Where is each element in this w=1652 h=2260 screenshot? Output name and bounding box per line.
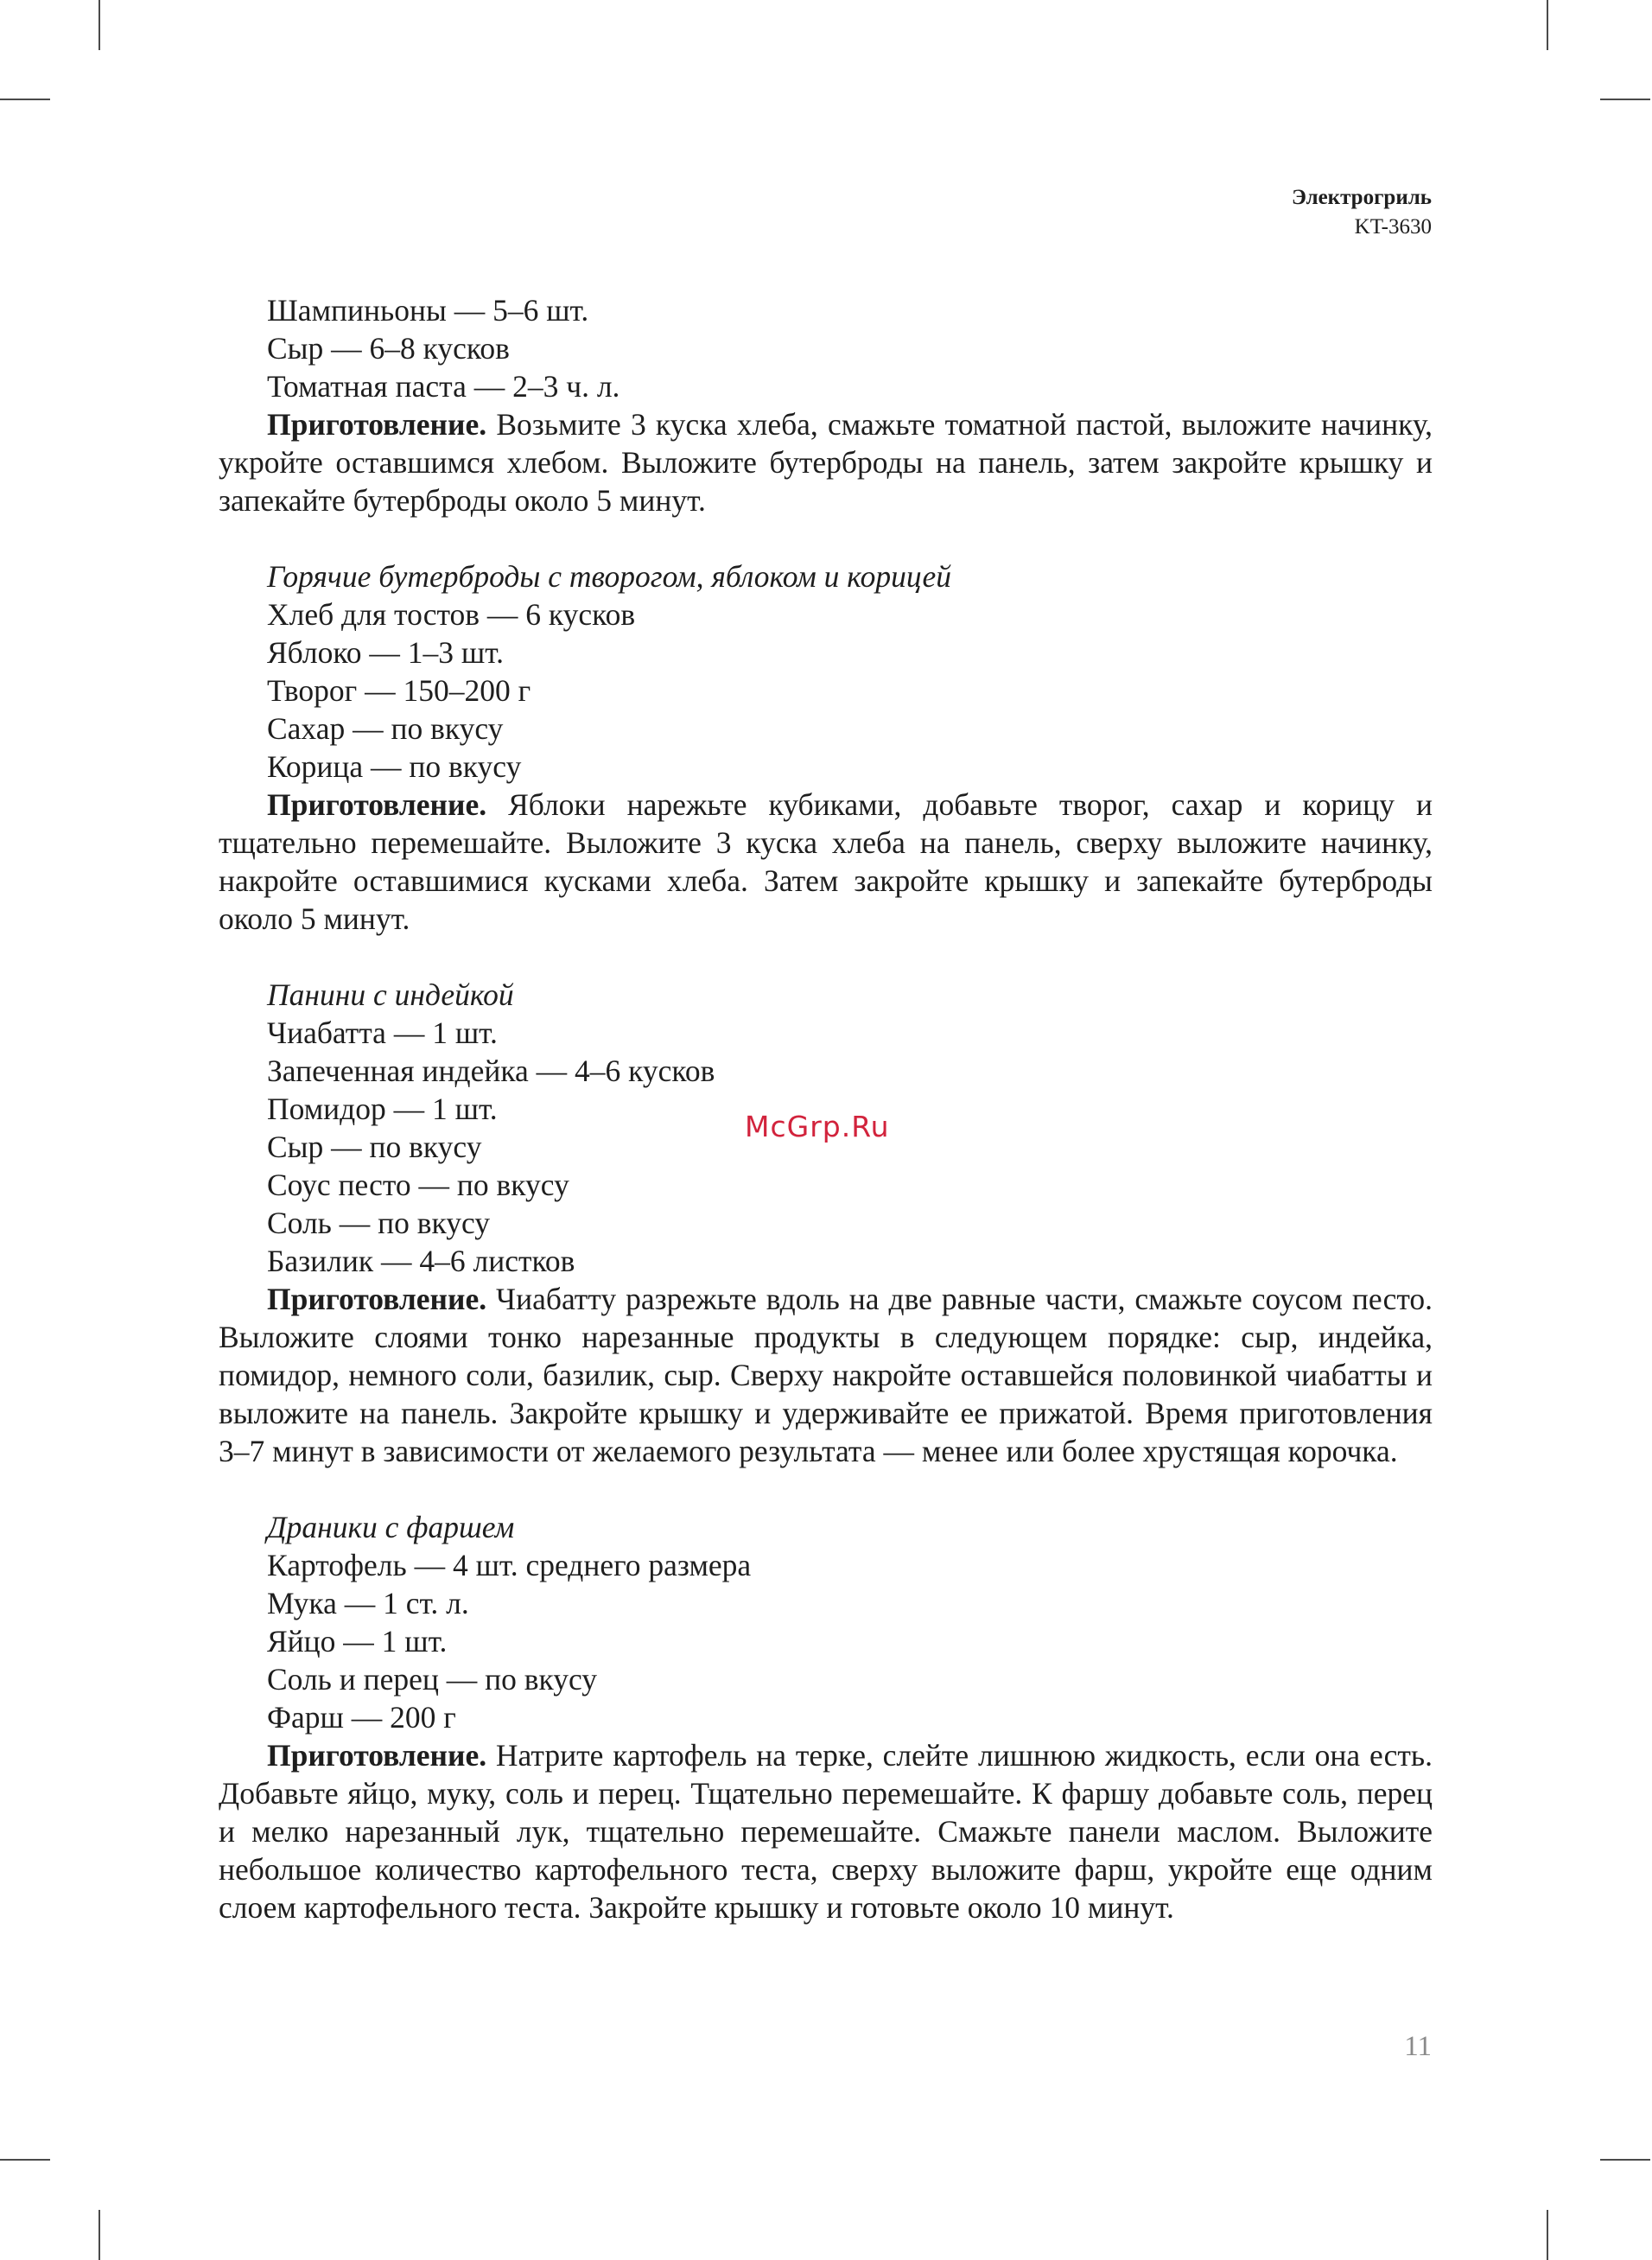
ingredient-line: Соль и перец — по вкусу xyxy=(267,1662,598,1697)
crop-mark xyxy=(98,0,100,50)
recipe-title: Горячие бутерброды с творогом, яблоком и корицей xyxy=(267,559,951,594)
ingredient-line: Томатная паста — 2–3 ч. л. xyxy=(267,369,620,404)
ingredient-line: Яблоко — 1–3 шт. xyxy=(267,635,504,670)
preparation-paragraph xyxy=(219,786,1433,938)
ingredient-line: Картофель — 4 шт. среднего размера xyxy=(267,1548,752,1582)
page-content xyxy=(219,291,1433,1926)
ingredient-line: Яйцо — 1 шт. xyxy=(267,1624,448,1658)
watermark: McGrp.Ru xyxy=(745,1110,890,1143)
crop-mark xyxy=(0,2159,50,2161)
ingredient-line: Мука — 1 ст. л. xyxy=(267,1586,469,1620)
ingredient-line: Соль — по вкусу xyxy=(267,1206,491,1240)
recipe-title: Панини с индейкой xyxy=(267,977,514,1012)
ingredient-line: Фарш — 200 г xyxy=(267,1700,456,1735)
preparation-label: Приготовление. xyxy=(267,787,487,822)
crop-mark xyxy=(1547,0,1548,50)
ingredient-line: Помидор — 1 шт. xyxy=(267,1092,498,1126)
ingredient-line: Творог — 150–200 г xyxy=(267,673,531,708)
preparation-paragraph xyxy=(219,1280,1433,1470)
ingredient-line: Сыр — по вкусу xyxy=(267,1130,482,1164)
ingredient-line: Сыр — 6–8 кусков xyxy=(267,331,510,366)
crop-mark xyxy=(1600,99,1650,100)
crop-mark xyxy=(1547,2210,1548,2260)
ingredient-line: Базилик — 4–6 листков xyxy=(267,1244,575,1278)
header-model: KT-3630 xyxy=(1354,215,1432,239)
header-title: Электрогриль xyxy=(1291,186,1432,209)
preparation-text: Возьмите 3 куска хлеба, смажьте томатной пастой, выложите начинку, укройте оставшимся хлебом. Выложите бутерброды на панель, затем закройте крышку и запекайте бутерброды около 5 минут. xyxy=(219,407,1433,518)
ingredient-line: Запеченная индейка — 4–6 кусков xyxy=(267,1054,715,1088)
preparation-text: Яблоки нарежьте кубиками, добавьте творог, сахар и корицу и тщательно перемешайте. Выложите 3 куска хлеба на панель, сверху выложите начинку, накройте оставшимися кусками хлеба. Затем закройте крышку и запекайте бутерброды около 5 минут. xyxy=(219,787,1433,936)
ingredient-line: Соус песто — по вкусу xyxy=(267,1168,569,1202)
recipe-title: Драники с фаршем xyxy=(267,1510,515,1544)
ingredient-line: Чиабатта — 1 шт. xyxy=(267,1015,498,1050)
ingredient-line: Сахар — по вкусу xyxy=(267,711,504,746)
ingredient-line: Корица — по вкусу xyxy=(267,749,522,784)
running-header xyxy=(1292,183,1432,242)
ingredient-line: Хлеб для тостов — 6 кусков xyxy=(267,597,636,632)
page-number: 11 xyxy=(1404,2031,1432,2062)
crop-mark xyxy=(0,99,50,100)
preparation-label: Приготовление. xyxy=(267,407,487,442)
preparation-text: Натрите картофель на терке, слейте лишнюю жидкость, если она есть. Добавьте яйцо, муку, соль и перец. Тщательно перемешайте. К фаршу добавьте соль, перец и мелко нарезанный лук, тщательно перемешайте. Смажьте панели маслом. Выложите небольшое количество картофельного теста, сверху выложите фарш, укройте еще одним слоем картофельного теста. Закройте крышку и готовьте около 10 минут. xyxy=(219,1738,1433,1925)
preparation-paragraph xyxy=(219,405,1433,519)
ingredient-line: Шампиньоны — 5–6 шт. xyxy=(267,293,589,328)
preparation-paragraph xyxy=(219,1736,1433,1926)
preparation-label: Приготовление. xyxy=(267,1282,487,1316)
crop-mark xyxy=(1600,2159,1650,2161)
preparation-label: Приготовление. xyxy=(267,1738,487,1773)
preparation-text: Чиабатту разрежьте вдоль на две равные части, смажьте соусом песто. Выложите слоями тонко нарезанные продукты в следующем порядке: сыр, индейка, помидор, немного соли, базилик, сыр. Сверху накройте оставшейся половинкой чиабатты и выложите на панель. Закройте крышку и удерживайте ее прижатой. Время приготовления 3–7 минут в зависимости от желаемого результата — менее или более хрустящая корочка. xyxy=(219,1282,1433,1468)
crop-mark xyxy=(98,2210,100,2260)
